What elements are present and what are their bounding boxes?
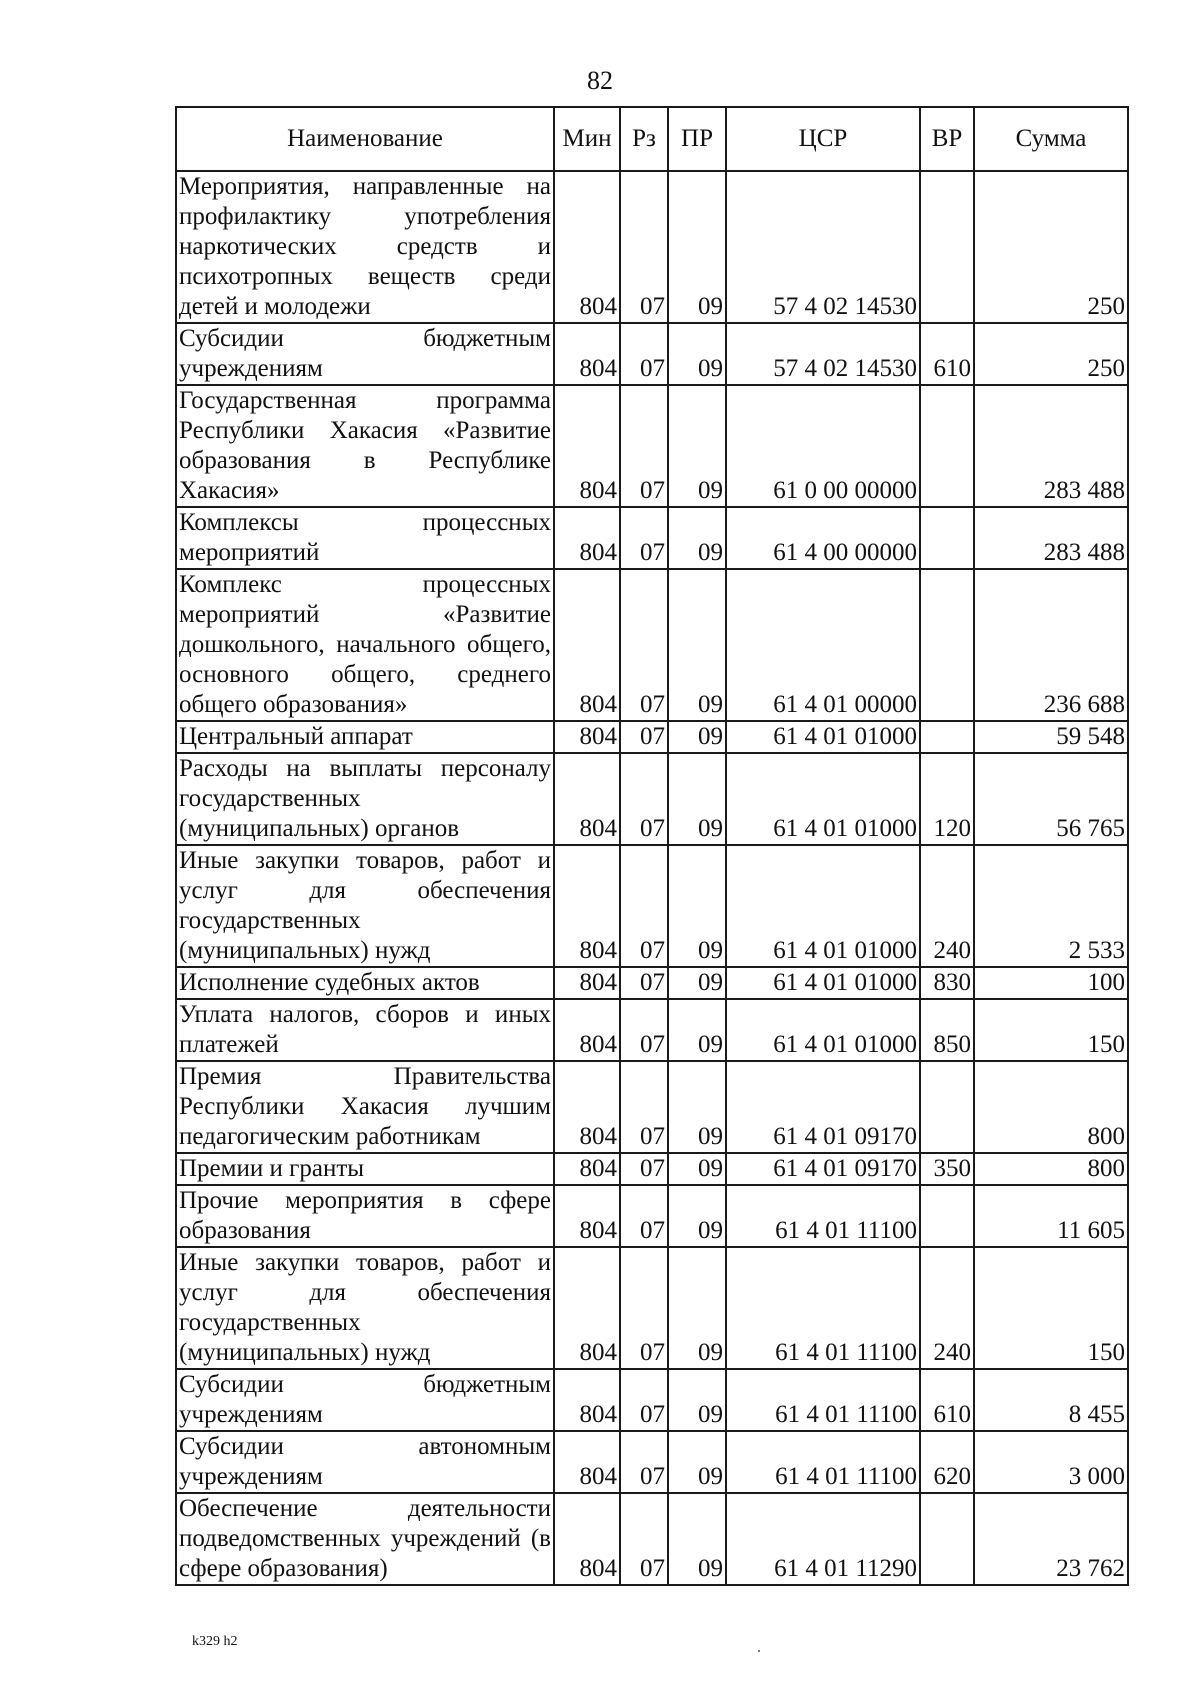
cell-rz: 07 (620, 1185, 668, 1247)
cell-name: Расходы на выплаты персоналу государственных (муниципальных) органов (176, 753, 554, 845)
cell-vr (920, 171, 974, 323)
cell-name: Комплекс процессных мероприятий «Развитие дошкольного, начального общего, основного общего, среднего общего образования» (176, 569, 554, 721)
cell-min: 804 (554, 1431, 620, 1493)
table-row (176, 507, 1128, 569)
cell-csr: 61 4 01 11100 (726, 1247, 920, 1369)
cell-vr: 120 (920, 753, 974, 845)
cell-sum: 59 548 (974, 721, 1128, 753)
cell-min: 804 (554, 1061, 620, 1153)
cell-vr: 350 (920, 1153, 974, 1185)
page-number: 82 (587, 66, 613, 95)
footer-code: k329 h2 (192, 1634, 238, 1649)
cell-name: Иные закупки товаров, работ и услуг для обеспечения государственных (муниципальных) нужд (176, 1247, 554, 1369)
cell-vr (920, 1185, 974, 1247)
cell-name: Уплата налогов, сборов и иных платежей (176, 999, 554, 1061)
cell-csr: 61 4 01 11100 (726, 1431, 920, 1493)
cell-sum: 2 533 (974, 845, 1128, 967)
table-row (176, 1431, 1128, 1493)
cell-rz: 07 (620, 1247, 668, 1369)
cell-rz: 07 (620, 1061, 668, 1153)
cell-min: 804 (554, 569, 620, 721)
cell-name: Иные закупки товаров, работ и услуг для обеспечения государственных (муниципальных) нужд (176, 845, 554, 967)
cell-min: 804 (554, 845, 620, 967)
table-row (176, 845, 1128, 967)
cell-rz: 07 (620, 967, 668, 999)
cell-vr: 610 (920, 323, 974, 385)
cell-min: 804 (554, 1153, 620, 1185)
cell-min: 804 (554, 1369, 620, 1431)
cell-sum: 283 488 (974, 507, 1128, 569)
cell-csr: 57 4 02 14530 (726, 171, 920, 323)
cell-pr: 09 (668, 999, 726, 1061)
cell-name: Премии и гранты (176, 1153, 554, 1185)
header-csr: ЦСР (726, 107, 920, 171)
cell-min: 804 (554, 1493, 620, 1585)
cell-rz: 07 (620, 1493, 668, 1585)
cell-pr: 09 (668, 721, 726, 753)
cell-pr: 09 (668, 1369, 726, 1431)
cell-csr: 61 4 00 00000 (726, 507, 920, 569)
cell-pr: 09 (668, 507, 726, 569)
cell-min: 804 (554, 385, 620, 507)
cell-name: Премия Правительства Республики Хакасия лучшим педагогическим работникам (176, 1061, 554, 1153)
cell-sum: 236 688 (974, 569, 1128, 721)
cell-csr: 61 4 01 09170 (726, 1061, 920, 1153)
header-pr: ПР (668, 107, 726, 171)
table-header-row (176, 107, 1128, 171)
cell-sum: 283 488 (974, 385, 1128, 507)
cell-rz: 07 (620, 721, 668, 753)
cell-min: 804 (554, 507, 620, 569)
cell-csr: 61 4 01 01000 (726, 845, 920, 967)
cell-vr (920, 507, 974, 569)
table-row (176, 323, 1128, 385)
cell-sum: 250 (974, 323, 1128, 385)
header-sum: Сумма (974, 107, 1128, 171)
cell-min: 804 (554, 967, 620, 999)
cell-min: 804 (554, 323, 620, 385)
cell-pr: 09 (668, 1153, 726, 1185)
cell-sum: 11 605 (974, 1185, 1128, 1247)
table-row (176, 171, 1128, 323)
cell-vr (920, 721, 974, 753)
table-body (176, 171, 1128, 1585)
cell-rz: 07 (620, 507, 668, 569)
cell-csr: 57 4 02 14530 (726, 323, 920, 385)
cell-name: Субсидии бюджетным учреждениям (176, 1369, 554, 1431)
cell-sum: 800 (974, 1153, 1128, 1185)
cell-rz: 07 (620, 1369, 668, 1431)
cell-name: Обеспечение деятельности подведомственных учреждений (в сфере образования) (176, 1493, 554, 1585)
cell-csr: 61 4 01 01000 (726, 753, 920, 845)
cell-min: 804 (554, 721, 620, 753)
table-row (176, 1153, 1128, 1185)
cell-rz: 07 (620, 845, 668, 967)
cell-rz: 07 (620, 1153, 668, 1185)
cell-pr: 09 (668, 323, 726, 385)
cell-name: Государственная программа Республики Хакасия «Развитие образования в Республике Хакасия» (176, 385, 554, 507)
table-row (176, 721, 1128, 753)
table-row (176, 1061, 1128, 1153)
cell-vr: 830 (920, 967, 974, 999)
cell-pr: 09 (668, 845, 726, 967)
cell-csr: 61 4 01 01000 (726, 721, 920, 753)
scan-speck (758, 1650, 760, 1652)
header-rz: Рз (620, 107, 668, 171)
cell-csr: 61 4 01 01000 (726, 967, 920, 999)
cell-vr: 240 (920, 1247, 974, 1369)
cell-csr: 61 0 00 00000 (726, 385, 920, 507)
cell-csr: 61 4 01 09170 (726, 1153, 920, 1185)
cell-vr: 610 (920, 1369, 974, 1431)
table-row (176, 999, 1128, 1061)
cell-vr (920, 1493, 974, 1585)
cell-pr: 09 (668, 1493, 726, 1585)
cell-min: 804 (554, 1185, 620, 1247)
cell-csr: 61 4 01 11290 (726, 1493, 920, 1585)
cell-min: 804 (554, 999, 620, 1061)
cell-rz: 07 (620, 569, 668, 721)
cell-name: Мероприятия, направленные на профилактику употребления наркотических средств и психотропных веществ среди детей и молодежи (176, 171, 554, 323)
cell-pr: 09 (668, 171, 726, 323)
cell-pr: 09 (668, 1061, 726, 1153)
cell-name: Прочие мероприятия в сфере образования (176, 1185, 554, 1247)
cell-sum: 800 (974, 1061, 1128, 1153)
cell-csr: 61 4 01 01000 (726, 999, 920, 1061)
cell-vr (920, 1061, 974, 1153)
cell-rz: 07 (620, 171, 668, 323)
cell-min: 804 (554, 753, 620, 845)
cell-pr: 09 (668, 1185, 726, 1247)
cell-sum: 8 455 (974, 1369, 1128, 1431)
cell-sum: 56 765 (974, 753, 1128, 845)
budget-table (175, 106, 1129, 1586)
table-row (176, 967, 1128, 999)
table-row (176, 753, 1128, 845)
table-row (176, 1369, 1128, 1431)
cell-csr: 61 4 01 11100 (726, 1369, 920, 1431)
cell-vr: 620 (920, 1431, 974, 1493)
cell-rz: 07 (620, 1431, 668, 1493)
cell-pr: 09 (668, 385, 726, 507)
cell-min: 804 (554, 171, 620, 323)
cell-name: Субсидии автономным учреждениям (176, 1431, 554, 1493)
cell-sum: 3 000 (974, 1431, 1128, 1493)
cell-pr: 09 (668, 1247, 726, 1369)
cell-pr: 09 (668, 753, 726, 845)
cell-sum: 23 762 (974, 1493, 1128, 1585)
cell-name: Субсидии бюджетным учреждениям (176, 323, 554, 385)
cell-name: Центральный аппарат (176, 721, 554, 753)
cell-vr (920, 569, 974, 721)
cell-rz: 07 (620, 385, 668, 507)
cell-name: Исполнение судебных актов (176, 967, 554, 999)
cell-csr: 61 4 01 00000 (726, 569, 920, 721)
cell-min: 804 (554, 1247, 620, 1369)
cell-rz: 07 (620, 753, 668, 845)
cell-pr: 09 (668, 1431, 726, 1493)
cell-rz: 07 (620, 999, 668, 1061)
cell-sum: 150 (974, 999, 1128, 1061)
cell-vr: 850 (920, 999, 974, 1061)
header-min: Мин (554, 107, 620, 171)
table-row (176, 385, 1128, 507)
cell-sum: 150 (974, 1247, 1128, 1369)
cell-pr: 09 (668, 967, 726, 999)
table-row (176, 1247, 1128, 1369)
cell-sum: 250 (974, 171, 1128, 323)
cell-csr: 61 4 01 11100 (726, 1185, 920, 1247)
table-row (176, 1493, 1128, 1585)
header-name: Наименование (176, 107, 554, 171)
table-row (176, 569, 1128, 721)
header-vr: ВР (920, 107, 974, 171)
cell-vr (920, 385, 974, 507)
cell-rz: 07 (620, 323, 668, 385)
table-row (176, 1185, 1128, 1247)
cell-pr: 09 (668, 569, 726, 721)
cell-sum: 100 (974, 967, 1128, 999)
cell-vr: 240 (920, 845, 974, 967)
cell-name: Комплексы процессных мероприятий (176, 507, 554, 569)
